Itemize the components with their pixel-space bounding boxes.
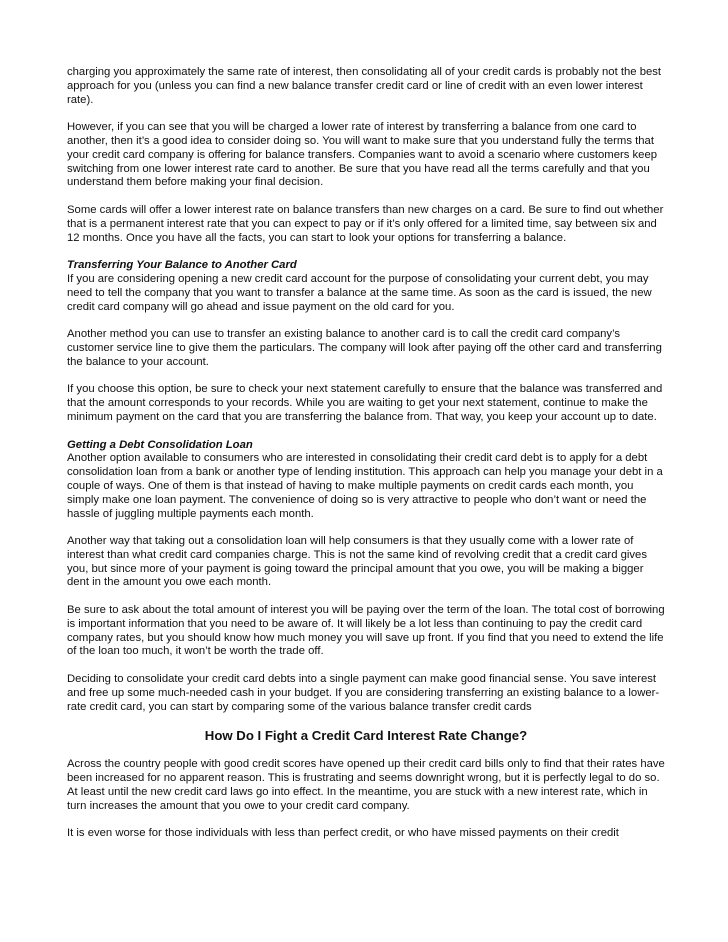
section-heading: How Do I Fight a Credit Card Interest Rate Change? [204, 728, 528, 744]
paragraph-text: If you are considering opening a new credit card account for the purpose of consolidating your current debt, you may need to tell the company that you want to transfer a balance at the same time. As soon as the card is issued, the new credit card company will go ahead and issue payment on the old card for you. [67, 272, 652, 313]
paragraph-text: Across the country people with good credit scores have opened up their credit card bills only to find that their rates have been increased for no apparent reason. This is frustrating and seems downright wrong, but it is perfectly legal to do so. At least until the new credit card laws go into effect. In the meantime, you are stuck with a new interest rate, which in turn increases the amount that you owe to your credit card company. [67, 758, 665, 812]
document-page [67, 66, 665, 855]
paragraph [67, 383, 665, 424]
paragraph [67, 604, 665, 659]
paragraph-text: Another way that taking out a consolidation loan will help consumers is that they usually come with a lower rate of interest than what credit card companies charge. This is not the same kind of revolving credit that a credit card gives you, but since more of your payment is going toward the principal amount that you owe, you will be making a bigger dent in the amount you owe each month. [67, 535, 647, 589]
paragraph [67, 66, 665, 107]
paragraph [67, 204, 665, 245]
paragraph-text: Be sure to ask about the total amount of interest you will be paying over the term of the loan. The total cost of borrowing is important information that you need to be aware of. It will likely be a lot less than continuing to pay the credit card company rates, but you should know how much money you will save up front. If you find that you need to extend the life of the loan too much, it won’t be worth the trade off. [67, 604, 665, 658]
body-section-before-heading [67, 66, 665, 714]
paragraph [67, 259, 665, 314]
paragraph-text: Deciding to consolidate your credit card debts into a single payment can make good financial sense. You save interest and free up some much-needed cash in your budget. If you are considering transferring an existing balance to a lower-rate credit card, you can start by comparing some of the various balance transfer credit cards [67, 673, 660, 713]
paragraph [67, 328, 665, 369]
paragraph [67, 827, 665, 841]
paragraph-text: Another method you can use to transfer an existing balance to another card is to call the credit card company’s customer service line to give them the particulars. The company will look after paying off the other card and transferring the balance to your account. [67, 328, 662, 368]
paragraph [67, 535, 665, 590]
subsection-heading: Transferring Your Balance to Another Card [67, 259, 297, 272]
paragraph [67, 121, 665, 190]
paragraph [67, 673, 665, 714]
paragraph-text: Another option available to consumers who are interested in consolidating their credit card debt is to apply for a debt consolidation loan from a bank or another type of lending institution. This approach can help you manage your debt in a couple of ways. One of them is that instead of having to make multiple payments on credit cards each month, you simply make one loan payment. The convenience of doing so is very attractive to people who don’t want or need the hassle of juggling multiple payments each month. [67, 452, 663, 520]
paragraph-text: However, if you can see that you will be charged a lower rate of interest by transferring a balance from one card to another, then it’s a good idea to consider doing so. You will want to make sure that you understand fully the terms that your credit card company is offering for balance transfers. Companies want to avoid a scenario where customers keep switching from one lower interest rate card to another. Be sure that you have read all the terms carefully and that you understand them before making your final decision. [67, 121, 658, 189]
paragraph-text: Some cards will offer a lower interest rate on balance transfers than new charges on a card. Be sure to find out whether that is a permanent interest rate that you can expect to pay or if it’s only offered for a limited time, say between six and 12 months. Once you have all the facts, you can start to look your options for transferring a balance. [67, 203, 664, 244]
paragraph-text: If you choose this option, be sure to check your next statement carefully to ensure that the balance was transferred and that the amount corresponds to your records. While you are waiting to get your next statement, continue to make the minimum payment on the card that you are transferring the balance from. That way, you keep your account up to date. [67, 383, 663, 423]
subsection-heading: Getting a Debt Consolidation Loan [67, 438, 253, 451]
paragraph-text: charging you approximately the same rate of interest, then consolidating all of your credit cards is probably not the best approach for you (unless you can find a new balance transfer credit card or line of credit with an even lower interest rate). [67, 66, 662, 106]
paragraph [67, 758, 665, 813]
paragraph [67, 439, 665, 522]
paragraph-text: It is even worse for those individuals with less than perfect credit, or who have missed payments on their credit [67, 827, 619, 840]
body-section-after-heading [67, 758, 665, 841]
